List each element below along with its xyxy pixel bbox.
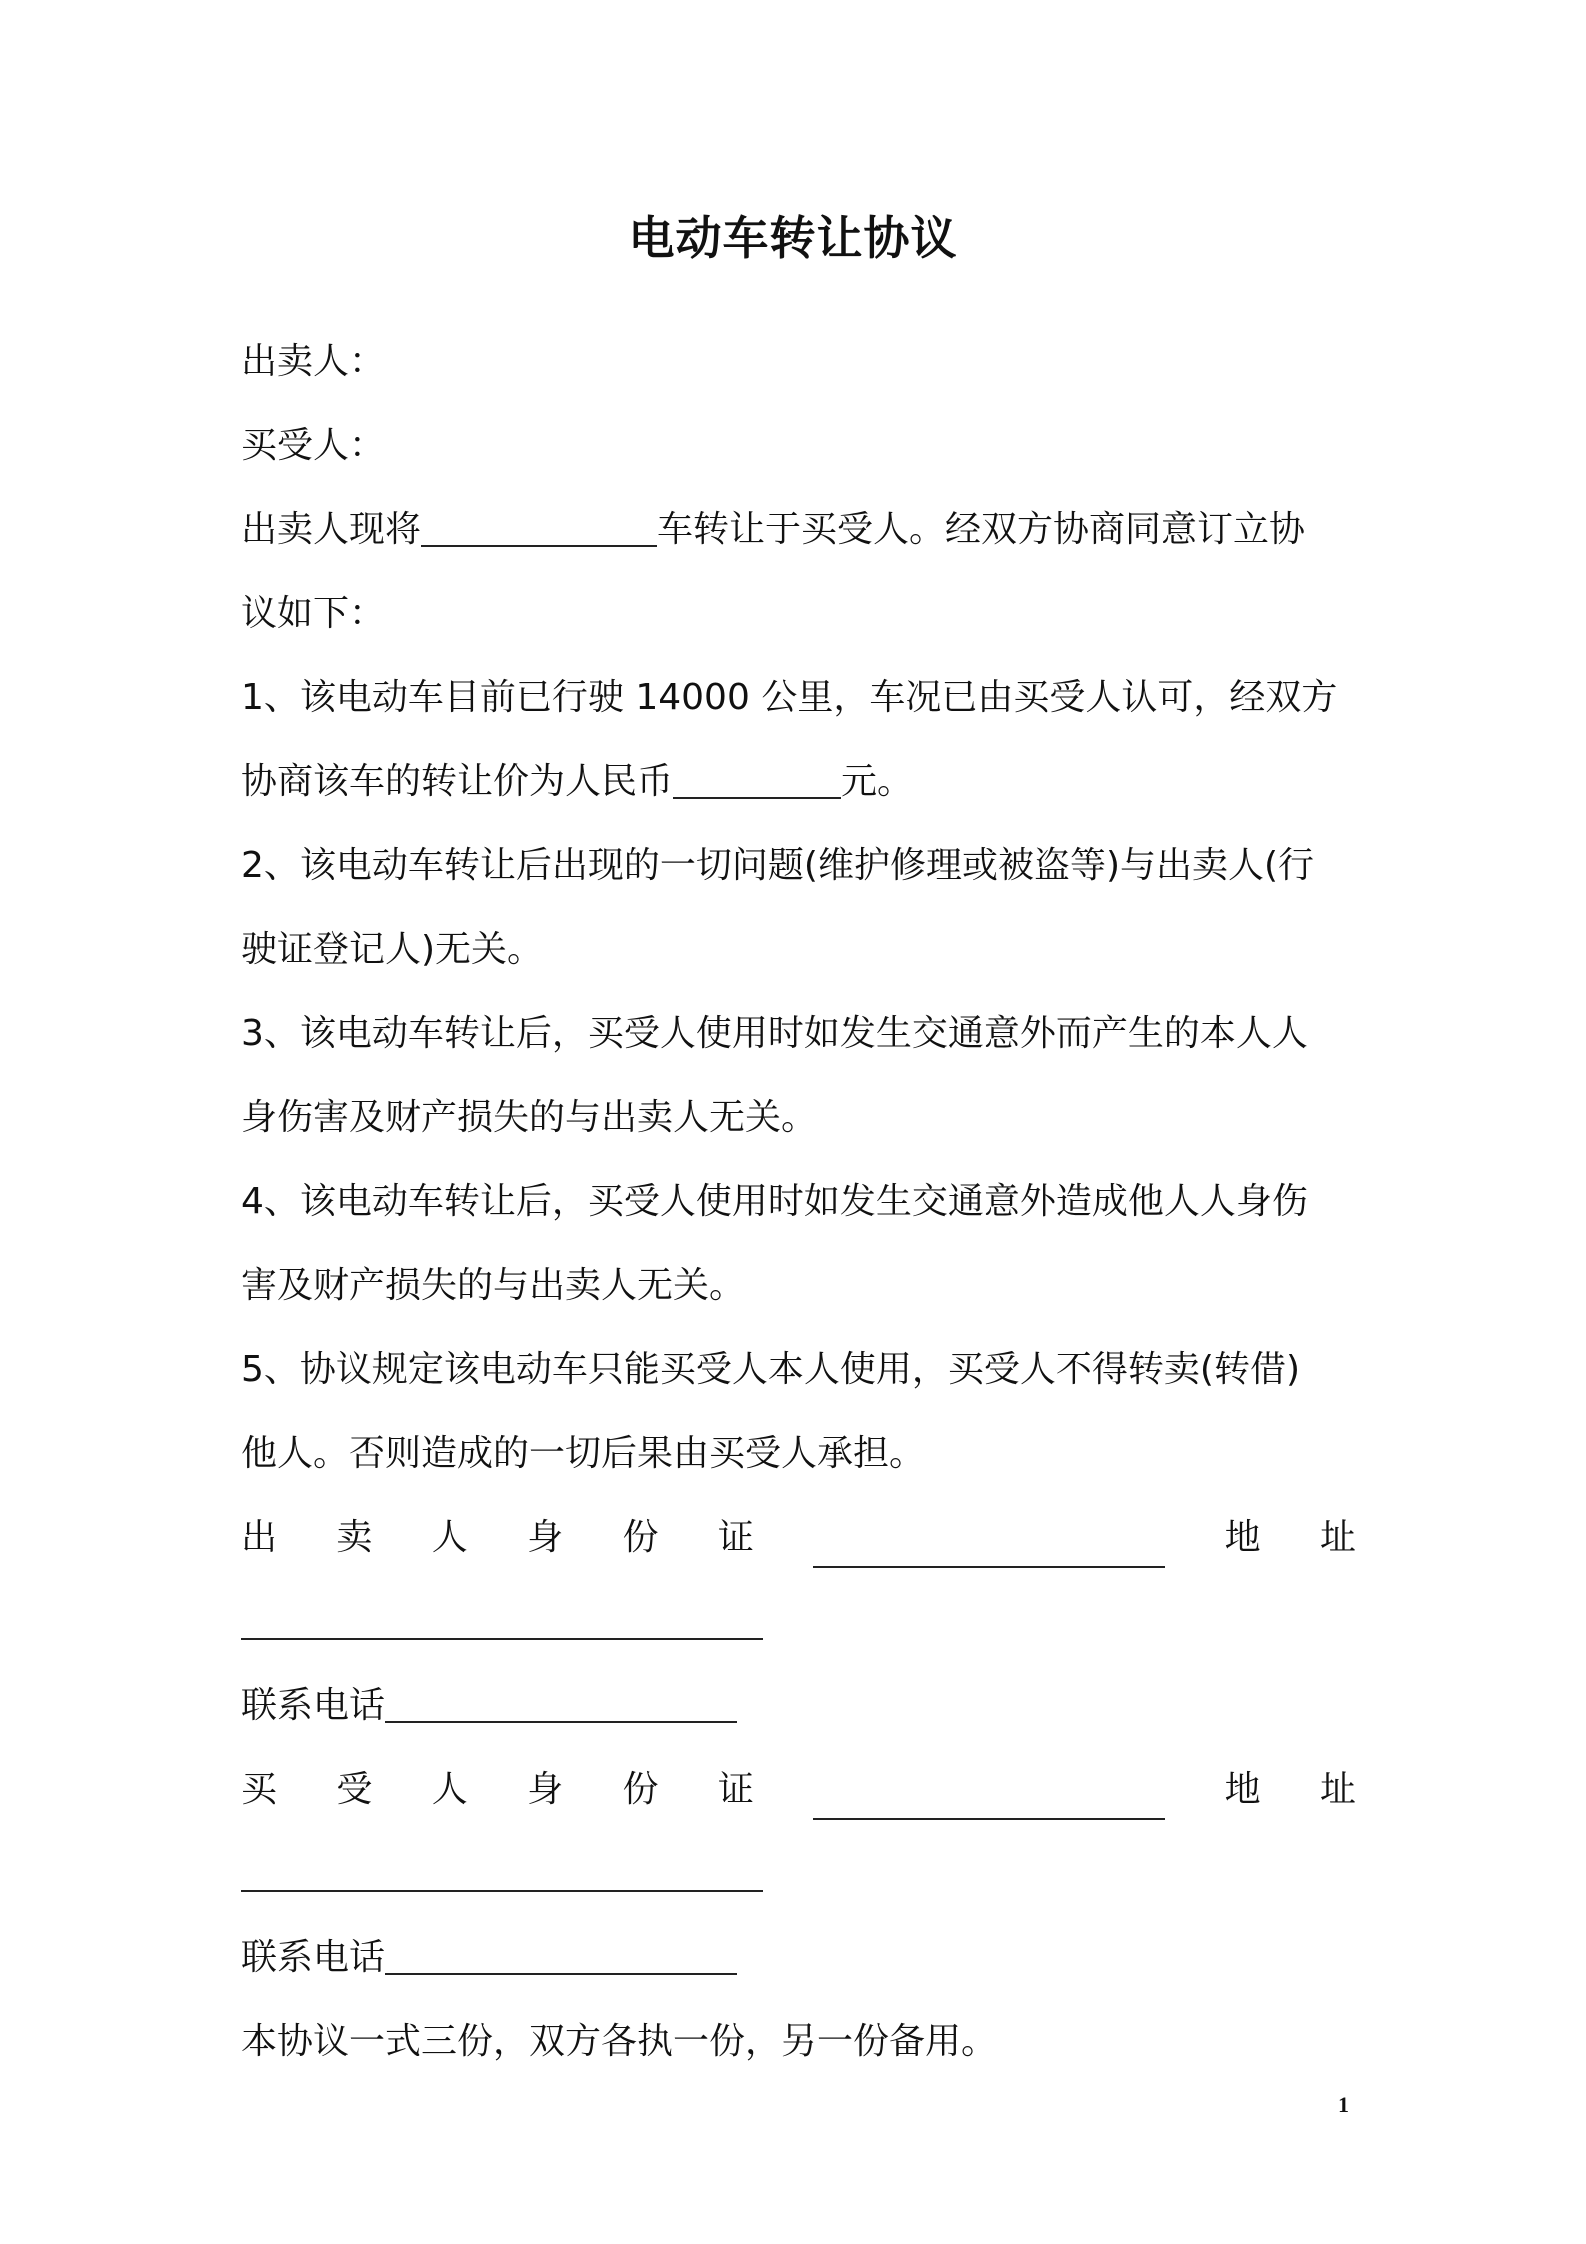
buyer-phone-line xyxy=(241,1928,1356,1988)
buyer-id-char: 人 xyxy=(431,1769,468,1810)
document-title: 电动车转让协议 xyxy=(628,211,958,265)
buyer-id-char: 受 xyxy=(336,1769,373,1810)
buyer-label: 买受人： xyxy=(241,425,386,466)
clause-4-line-2: 害及财产损失的与出卖人无关。 xyxy=(241,1265,746,1306)
clause-2-line-2: 驶证登记人)无关。 xyxy=(241,929,544,970)
seller-address-blank[interactable] xyxy=(241,1638,763,1640)
seller-id-char: 出 xyxy=(241,1517,278,1558)
clause-5-line-1: 5、协议规定该电动车只能买受人本人使用，买受人不得转卖(转借) xyxy=(241,1349,1300,1390)
seller-phone-label: 联系电话 xyxy=(241,1685,386,1726)
page-number: 1 xyxy=(1338,2092,1349,2117)
intro-line xyxy=(241,500,1356,560)
price-blank[interactable] xyxy=(673,757,841,799)
buyer-id-char: 证 xyxy=(717,1769,754,1810)
seller-id-char: 卖 xyxy=(336,1517,373,1558)
price-prefix: 协商该车的转让价为人民币 xyxy=(241,761,674,802)
clause-1-line-2 xyxy=(241,752,1356,812)
buyer-id-char: 买 xyxy=(241,1769,278,1810)
buyer-address-char: 地 xyxy=(1224,1769,1261,1810)
intro-prefix: 出卖人现将 xyxy=(241,509,422,550)
buyer-phone-blank[interactable] xyxy=(385,1933,737,1975)
buyer-id-blank[interactable] xyxy=(813,1778,1165,1820)
seller-id-blank[interactable] xyxy=(813,1526,1165,1568)
seller-id-char: 身 xyxy=(527,1517,564,1558)
closing-statement: 本协议一式三份，双方各执一份，另一份备用。 xyxy=(241,2021,998,2062)
seller-label: 出卖人： xyxy=(241,341,386,382)
seller-address-char: 址 xyxy=(1319,1517,1356,1558)
buyer-phone-label: 联系电话 xyxy=(241,1937,386,1978)
clause-5-line-2: 他人。否则造成的一切后果由买受人承担。 xyxy=(241,1433,926,1474)
seller-phone-line xyxy=(241,1676,1356,1736)
seller-id-char: 人 xyxy=(431,1517,468,1558)
buyer-address-char: 址 xyxy=(1319,1769,1356,1810)
seller-address-char: 地 xyxy=(1224,1517,1261,1558)
buyer-id-char: 身 xyxy=(527,1769,564,1810)
clause-3-line-1: 3、该电动车转让后，买受人使用时如发生交通意外而产生的本人人 xyxy=(241,1013,1308,1054)
buyer-id-char: 份 xyxy=(622,1769,659,1810)
clause-2-line-1: 2、该电动车转让后出现的一切问题(维护修理或被盗等)与出卖人(行 xyxy=(241,845,1315,886)
clause-1-line-1: 1、该电动车目前已行驶 14000 公里，车况已由买受人认可，经双方 xyxy=(241,677,1338,718)
clause-4-line-1: 4、该电动车转让后，买受人使用时如发生交通意外造成他人人身伤 xyxy=(241,1181,1308,1222)
intro-continuation: 议如下： xyxy=(241,593,386,634)
vehicle-blank[interactable] xyxy=(421,505,657,547)
seller-id-char: 份 xyxy=(622,1517,659,1558)
seller-phone-blank[interactable] xyxy=(385,1681,737,1723)
price-suffix: 元。 xyxy=(841,761,914,802)
buyer-id-line xyxy=(241,1760,1356,1820)
seller-id-char: 证 xyxy=(717,1517,754,1558)
seller-id-line xyxy=(241,1508,1356,1568)
clause-3-line-2: 身伤害及财产损失的与出卖人无关。 xyxy=(241,1097,818,1138)
buyer-address-blank[interactable] xyxy=(241,1890,763,1892)
intro-suffix: 车转让于买受人。经双方协商同意订立协 xyxy=(657,509,1306,550)
